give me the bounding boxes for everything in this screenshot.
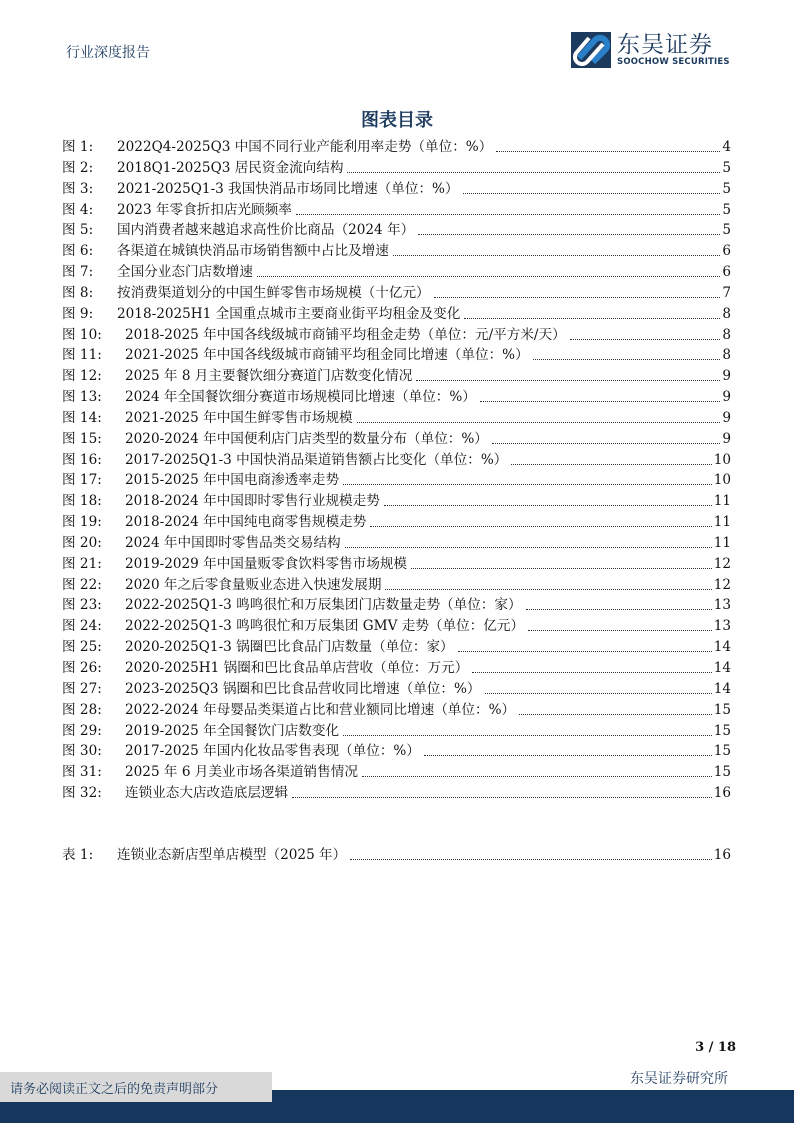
dot-leader xyxy=(385,589,711,590)
firm-name: 东吴证券研究所 xyxy=(630,1071,728,1087)
entry-page: 5 xyxy=(722,222,731,239)
dot-leader xyxy=(370,526,711,527)
dot-leader xyxy=(424,755,712,756)
entry-label: 图 26: xyxy=(62,660,102,676)
entry-page: 14 xyxy=(713,639,731,656)
entry-title: 2023-2025Q3 锅圈和巴比食品营收同比增速（单位：%） xyxy=(125,680,481,697)
dot-leader xyxy=(418,234,720,235)
entry-title: 2024 年中国即时零售品类交易结构 xyxy=(125,534,341,551)
entry-page: 13 xyxy=(713,597,731,614)
dot-leader xyxy=(347,172,720,173)
dot-leader xyxy=(533,359,721,360)
entry-title: 2021-2025 年中国生鲜零售市场规模 xyxy=(125,409,353,426)
entry-label: 图 19: xyxy=(62,514,102,531)
dot-leader xyxy=(416,380,720,381)
entry-label: 图 6: xyxy=(62,243,94,260)
entry-title: 全国分业态门店数增速 xyxy=(117,264,253,281)
entry-page: 13 xyxy=(713,618,731,635)
entry-label: 图 27: xyxy=(62,680,102,697)
toc-entry[interactable] xyxy=(62,575,731,595)
entry-label: 图 8: xyxy=(62,284,94,301)
toc-entry[interactable] xyxy=(62,408,731,428)
toc-entry[interactable] xyxy=(62,762,731,782)
entry-label: 图 31: xyxy=(62,764,102,781)
entry-label: 图 30: xyxy=(62,743,102,760)
toc-entry[interactable] xyxy=(62,658,731,678)
entry-label: 图 13: xyxy=(62,389,102,406)
toc-entry[interactable] xyxy=(62,845,731,865)
entry-page: 9 xyxy=(722,389,731,406)
toc-entry[interactable] xyxy=(62,387,731,407)
dot-leader xyxy=(472,672,711,673)
dot-leader xyxy=(458,651,712,652)
entry-label: 图 24: xyxy=(62,618,102,635)
dot-leader xyxy=(384,505,712,506)
dot-leader xyxy=(526,609,712,610)
entry-label: 图 10: xyxy=(62,326,102,343)
dot-leader xyxy=(519,714,712,715)
entry-title: 2020 年之后零食量贩业态进入快速发展期 xyxy=(125,576,382,593)
entry-page: 7 xyxy=(722,284,731,301)
entry-label: 图 22: xyxy=(62,576,102,593)
entry-label: 图 25: xyxy=(62,639,102,656)
entry-page: 16 xyxy=(713,785,731,802)
entry-title: 2018-2024 年中国纯电商零售规模走势 xyxy=(125,514,367,531)
entry-title: 2017-2025Q1-3 中国快消品渠道销售额占比变化（单位：%） xyxy=(125,451,508,468)
dot-leader xyxy=(528,630,712,631)
dot-leader xyxy=(350,859,711,860)
entry-title: 2018Q1-2025Q3 居民资金流向结构 xyxy=(117,159,344,176)
soochow-logo-icon xyxy=(571,32,611,68)
toc-entry[interactable] xyxy=(62,345,731,365)
entry-page: 8 xyxy=(722,347,731,364)
toc-entry[interactable] xyxy=(62,200,731,220)
entry-label: 图 23: xyxy=(62,597,102,614)
toc-entry[interactable] xyxy=(62,429,731,449)
page-title: 图表目录 xyxy=(361,110,433,131)
disclaimer: 请务必阅读正文之后的免责声明部分 xyxy=(0,1072,272,1102)
entry-title: 2022-2025Q1-3 鸣鸣很忙和万辰集团 GMV 走势（单位：亿元） xyxy=(125,618,525,635)
dot-leader xyxy=(296,214,720,215)
entry-page: 9 xyxy=(722,409,731,426)
entry-page: 8 xyxy=(722,305,731,322)
dot-leader xyxy=(362,776,712,777)
entry-title: 2023 年零食折扣店光顾频率 xyxy=(117,201,292,218)
entry-label: 图 1: xyxy=(62,139,94,155)
entry-page: 10 xyxy=(713,451,731,468)
toc-entry[interactable] xyxy=(62,241,731,261)
soochow-logo xyxy=(571,30,741,70)
entry-page: 15 xyxy=(713,701,731,718)
entry-title: 2020-2024 年中国便利店门店类型的数量分布（单位：%） xyxy=(125,430,488,447)
entry-label: 图 18: xyxy=(62,493,102,510)
entry-title: 各渠道在城镇快消品市场销售额中占比及增速 xyxy=(117,243,389,260)
entry-title: 2021-2025Q1-3 我国快消品市场同比增速（单位：%） xyxy=(117,180,459,197)
dot-leader xyxy=(343,735,712,736)
entry-title: 2018-2025 年中国各线级城市商铺平均租金走势（单位：元/平方米/天） xyxy=(125,326,566,343)
toc-entry[interactable] xyxy=(62,366,731,386)
entry-label: 图 21: xyxy=(62,555,102,572)
entry-label: 图 16: xyxy=(62,451,102,468)
toc-entry[interactable] xyxy=(62,450,731,470)
entry-label: 图 7: xyxy=(62,264,94,281)
toc-entry[interactable] xyxy=(62,179,731,199)
entry-label: 图 28: xyxy=(62,701,102,718)
dot-leader xyxy=(343,484,712,485)
toc-entry[interactable] xyxy=(62,137,731,157)
entry-title: 2015-2025 年中国电商渗透率走势 xyxy=(125,472,340,489)
toc-entry[interactable] xyxy=(62,158,731,178)
dot-leader xyxy=(393,255,720,256)
entry-label: 图 32: xyxy=(62,785,102,802)
toc-entry[interactable] xyxy=(62,783,731,803)
entry-page: 6 xyxy=(722,243,731,260)
toc-entry[interactable] xyxy=(62,283,731,303)
entry-page: 11 xyxy=(713,493,731,510)
entry-title: 2022-2024 年母婴品类渠道占比和营业额同比增速（单位：%） xyxy=(125,701,516,718)
entry-page: 12 xyxy=(713,576,731,593)
dot-leader xyxy=(463,193,721,194)
entry-page: 15 xyxy=(713,743,731,760)
entry-title: 2021-2025 年中国各线级城市商铺平均租金同比增速（单位：%） xyxy=(125,347,529,364)
dot-leader xyxy=(357,422,721,423)
toc-entry[interactable] xyxy=(62,595,731,615)
entry-label: 图 20: xyxy=(62,534,102,551)
dot-leader xyxy=(496,151,720,152)
toc-entry[interactable] xyxy=(62,679,731,699)
dot-leader xyxy=(464,318,720,319)
toc-entry[interactable] xyxy=(62,262,731,282)
logo-en: SOOCHOW SECURITIES xyxy=(617,57,730,67)
toc-entry[interactable] xyxy=(62,637,731,657)
entry-page: 12 xyxy=(713,555,731,572)
entry-page: 16 xyxy=(713,847,731,863)
entry-title: 连锁业态新店型单店模型（2025 年） xyxy=(117,847,347,863)
entry-page: 9 xyxy=(722,368,731,385)
toc-entry[interactable] xyxy=(62,470,731,490)
entry-page: 5 xyxy=(722,201,731,218)
entry-page: 5 xyxy=(722,159,731,176)
entry-title: 2022-2025Q1-3 鸣鸣很忙和万辰集团门店数量走势（单位：家） xyxy=(125,597,522,614)
toc-entry[interactable] xyxy=(62,616,731,636)
entry-title: 2020-2025H1 锅圈和巴比食品单店营收（单位：万元） xyxy=(125,660,469,676)
toc-entry[interactable] xyxy=(62,721,731,741)
dot-leader xyxy=(411,568,712,569)
entry-page: 8 xyxy=(722,326,731,343)
entry-title: 2024 年全国餐饮细分赛道市场规模同比增速（单位：%） xyxy=(125,389,476,406)
entry-page: 9 xyxy=(722,430,731,447)
dot-leader xyxy=(292,797,712,798)
entry-page: 11 xyxy=(713,534,731,551)
entry-title: 2018-2025H1 全国重点城市主要商业街平均租金及变化 xyxy=(117,305,461,322)
entry-page: 10 xyxy=(713,472,731,489)
toc-entry[interactable] xyxy=(62,512,731,532)
toc-entry[interactable] xyxy=(62,491,731,511)
entry-title: 2018-2024 年中国即时零售行业规模走势 xyxy=(125,493,380,510)
page-number: 3 / 18 xyxy=(695,1040,736,1055)
toc-entry[interactable] xyxy=(62,220,731,240)
entry-title: 2025 年 6 月美业市场各渠道销售情况 xyxy=(125,764,358,781)
entry-title: 国内消费者越来越追求高性价比商品（2024 年） xyxy=(117,222,415,239)
logo-cn: 东吴证券 xyxy=(617,32,713,58)
entry-label: 图 15: xyxy=(62,430,102,447)
entry-label: 表 1: xyxy=(62,847,94,863)
entry-label: 图 12: xyxy=(62,368,102,385)
toc-entry[interactable] xyxy=(62,533,731,553)
toc-entry[interactable] xyxy=(62,325,731,345)
entry-label: 图 9: xyxy=(62,305,94,322)
dot-leader xyxy=(492,443,720,444)
entry-page: 15 xyxy=(713,722,731,739)
entry-title: 2020-2025Q1-3 锅圈巴比食品门店数量（单位：家） xyxy=(125,639,454,656)
entry-page: 5 xyxy=(722,180,731,197)
entry-label: 图 29: xyxy=(62,722,102,739)
entry-label: 图 4: xyxy=(62,201,94,218)
entry-page: 4 xyxy=(722,139,731,155)
toc-entry[interactable] xyxy=(62,304,731,324)
entry-page: 14 xyxy=(713,660,731,676)
entry-page: 11 xyxy=(713,514,731,531)
entry-title: 2017-2025 年国内化妆品零售表现（单位：%） xyxy=(125,743,420,760)
dot-leader xyxy=(480,401,720,402)
entry-label: 图 11: xyxy=(62,347,102,364)
toc-entry[interactable] xyxy=(62,554,731,574)
entry-page: 15 xyxy=(713,764,731,781)
dot-leader xyxy=(257,276,720,277)
entry-title: 按消费渠道划分的中国生鲜零售市场规模（十亿元） xyxy=(117,284,430,301)
entry-page: 14 xyxy=(713,680,731,697)
entry-page: 6 xyxy=(722,264,731,281)
dot-leader xyxy=(434,297,721,298)
dot-leader xyxy=(345,547,712,548)
entry-title: 连锁业态大店改造底层逻辑 xyxy=(125,785,289,802)
entry-label: 图 17: xyxy=(62,472,102,489)
entry-label: 图 14: xyxy=(62,409,102,426)
report-type: 行业深度报告 xyxy=(66,45,150,61)
entry-title: 2022Q4-2025Q3 中国不同行业产能利用率走势（单位：%） xyxy=(117,139,493,155)
entry-title: 2019-2025 年全国餐饮门店数变化 xyxy=(125,722,340,739)
dot-leader xyxy=(511,464,711,465)
toc-entry[interactable] xyxy=(62,700,731,720)
toc-entry[interactable] xyxy=(62,741,731,761)
dot-leader xyxy=(485,693,712,694)
entry-label: 图 3: xyxy=(62,180,94,197)
entry-title: 2019-2029 年中国量贩零食饮料零售市场规模 xyxy=(125,555,408,572)
entry-label: 图 2: xyxy=(62,159,94,176)
entry-label: 图 5: xyxy=(62,222,94,239)
dot-leader xyxy=(570,339,721,340)
entry-title: 2025 年 8 月主要餐饮细分赛道门店数变化情况 xyxy=(125,368,413,385)
